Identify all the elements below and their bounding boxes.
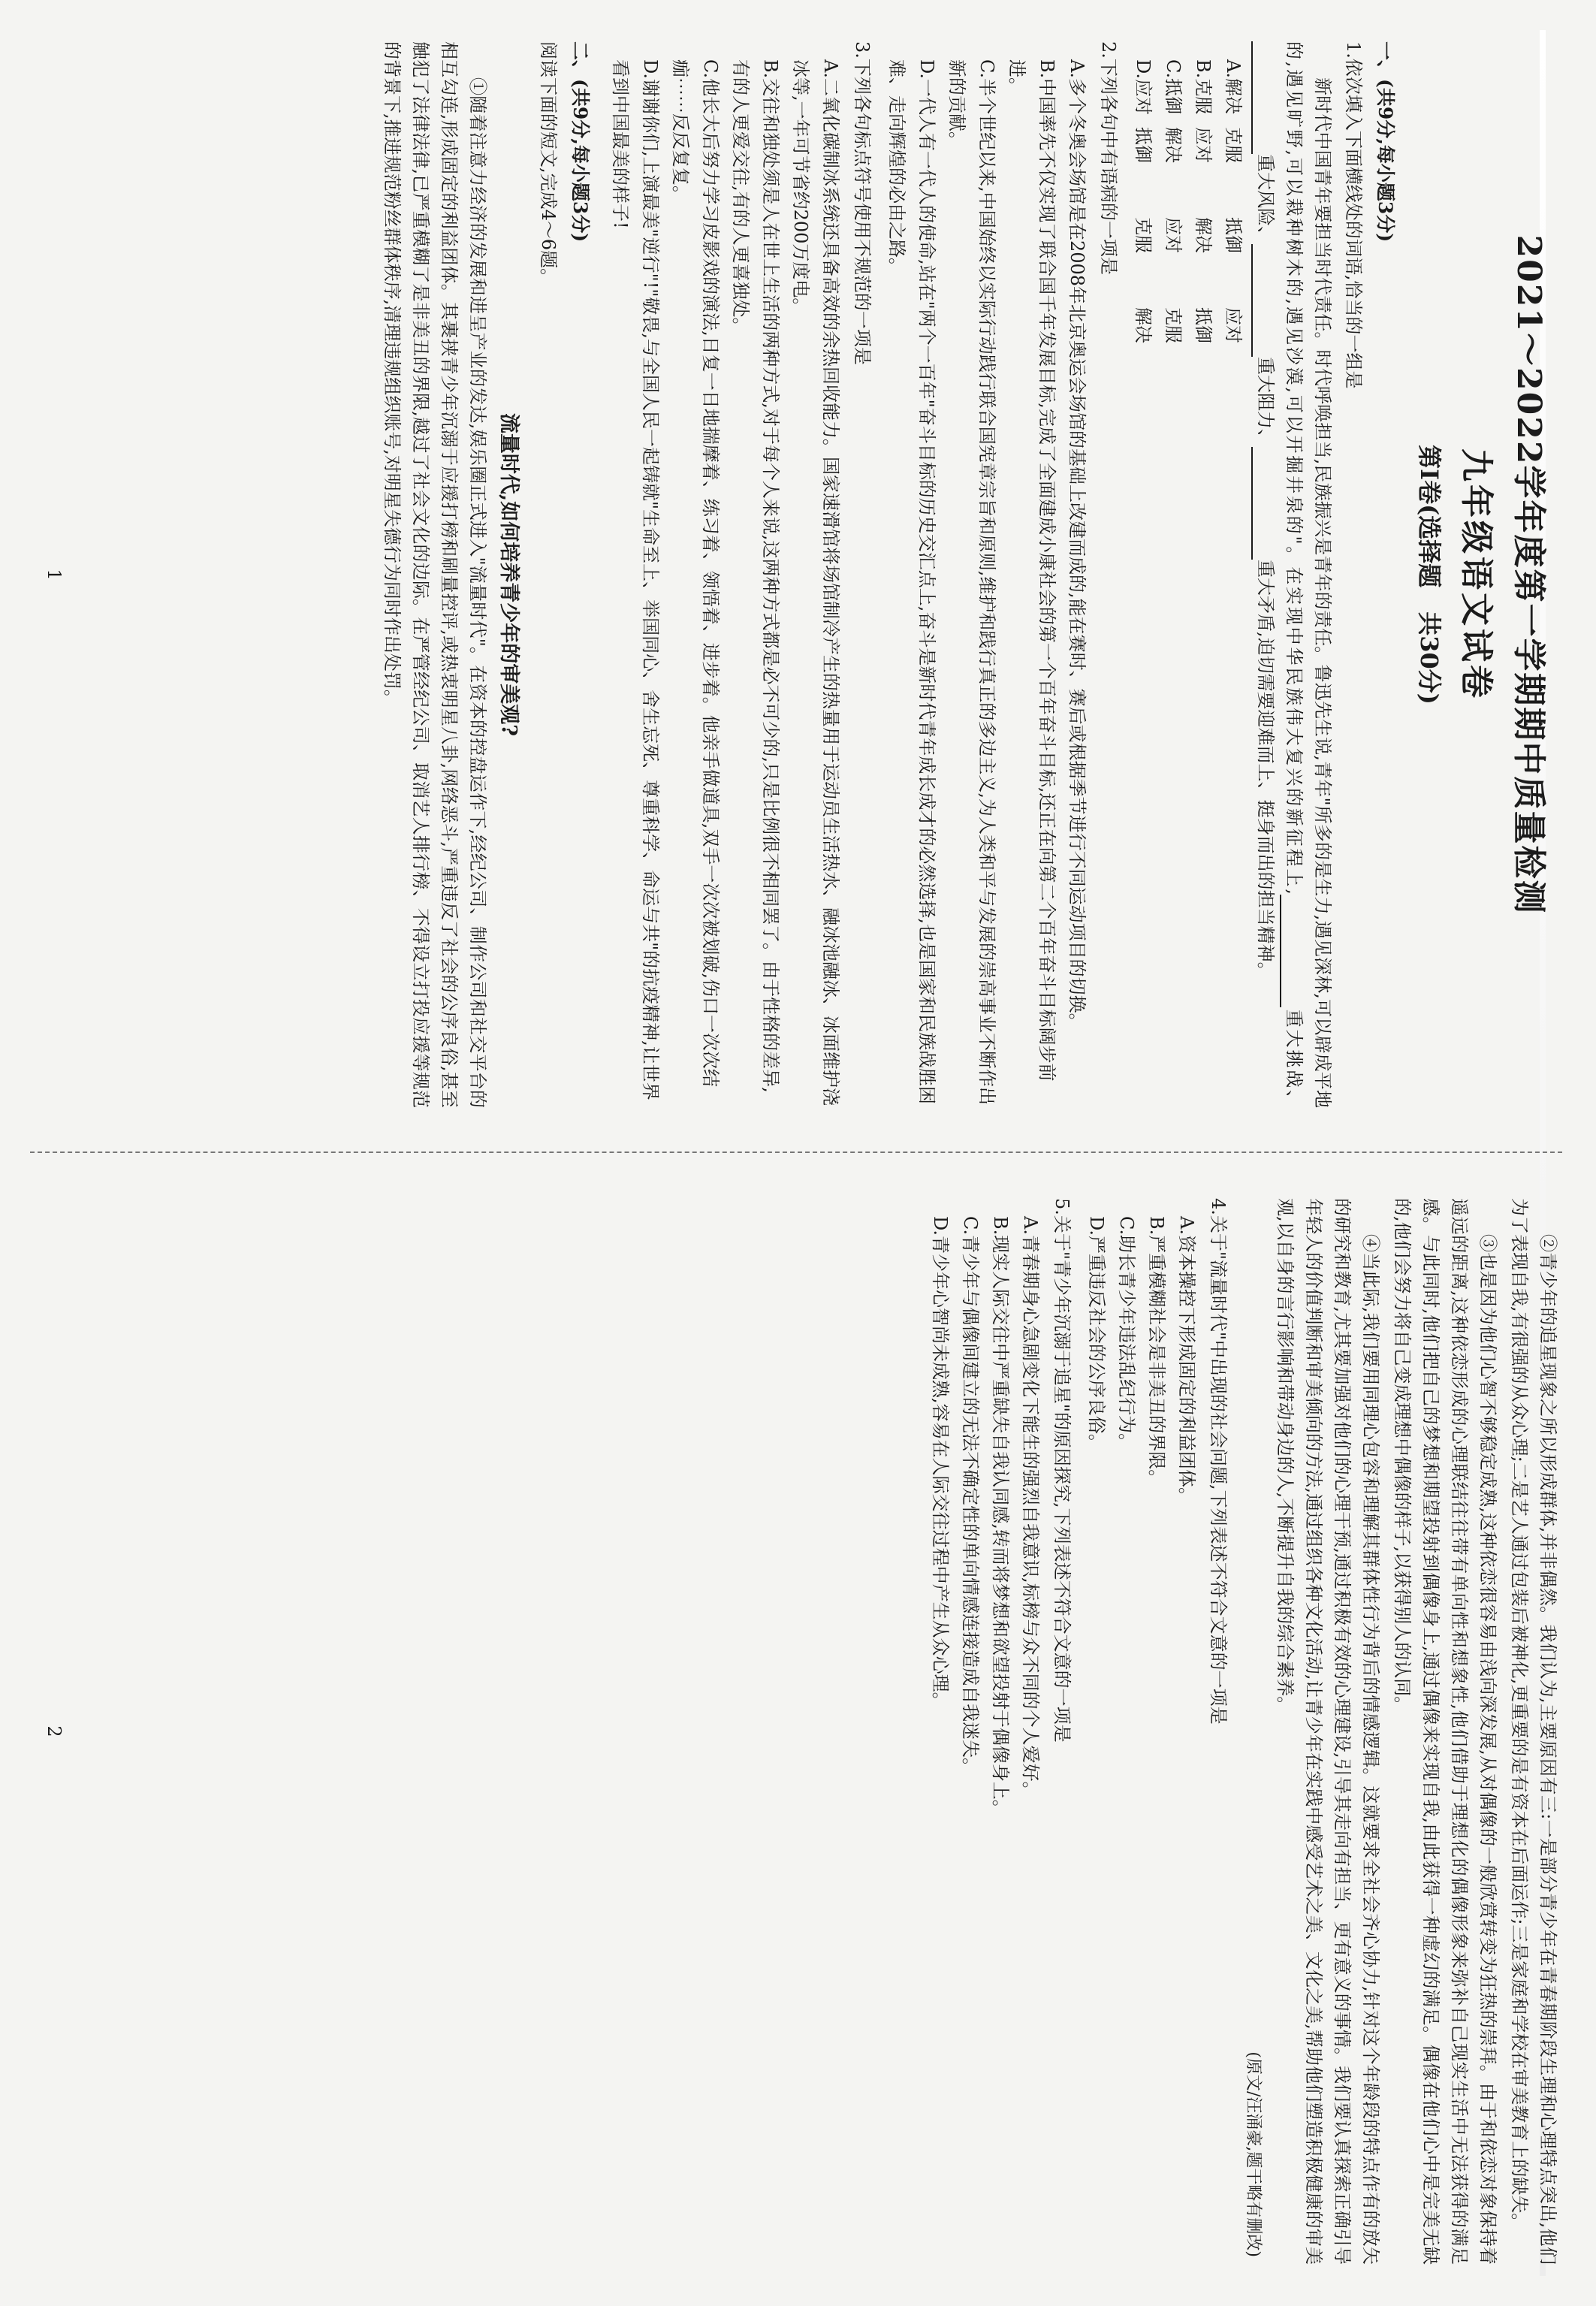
option-c-word-4: 克服 [1163, 307, 1184, 343]
option-c-word-3: 应对 [1163, 217, 1184, 253]
option-c-row [1158, 59, 1188, 1108]
article-title: 流量时代,如何培养青少年的审美观? [497, 412, 520, 737]
question-5-option-a: A.青春期身心急剧变化下能生的强烈自我意识,标榜与众不同的个人爱好。 [1020, 1216, 1041, 1800]
page-one-column [30, 41, 1562, 1108]
question-2-option-c: C.半个世纪以来,中国始终以实际行动践行联合国宪章宗旨和原则,维护和践行真正的多边主义,为人类和平与发展的崇高事业不断作出新的贡献。 [946, 59, 997, 1106]
part-heading: 第Ⅰ卷(选择题 共30分) [1415, 445, 1444, 705]
option-c-label: C.抵御 [1163, 59, 1184, 115]
option-d-label: D.应对 [1133, 59, 1154, 116]
passage-text: 重大风险、 [1255, 154, 1276, 244]
option-b-label: B.克服 [1193, 59, 1214, 115]
option-d-word-2: 抵御 [1133, 127, 1154, 163]
option-a-label: A.解决 [1223, 59, 1244, 114]
question-2-stem: 2.下列各句中有语病的一项是 [1098, 41, 1119, 275]
option-c-word-2: 解决 [1163, 127, 1184, 163]
section-two-heading: 二、(共9分,每小题3分) [569, 41, 591, 243]
column-divider [30, 1151, 1562, 1153]
article-paragraph-1: ①随着注意力经济的发展和进呈产业的发达,娱乐圈正式进入"流量时代"。在资本的控盘运作下,经纪公司、制作公司和社交平台的相互勾连,形成固定的利益团体。其裹挟青少年沉溺于应援打榜和刷量控评,或热衷明星八卦,网络恶斗,严重违反了社会的公序良俗,甚至触犯了法律法律,已严重模糊了是非美丑的界限,越过了社会文化的边际。在严管经纪公司、取消艺人排行榜、不得设立打投应援等规范的背景下,推进规范粉丝群体秩序,清理违规组织账号,对明星失德行为同时作出处罚。 [382, 41, 488, 1108]
blank-line [1251, 447, 1272, 560]
blank-line [1251, 244, 1272, 357]
blank-line [1280, 895, 1301, 1007]
option-a-word-2: 克服 [1223, 127, 1244, 163]
option-a-word-4: 应对 [1223, 307, 1244, 343]
reading-instruction: 阅读下面的短文,完成4～6题。 [538, 41, 559, 287]
article-paragraph-2: ②青少年的追星现象之所以形成群体,并非偶然。我们认为,主要原因有三:一是部分青少年在青春期阶段生理和心理特点突出,他们为了表现自我,有很强的从众心理;二是艺人通过包装后被神化,更重要的是有资本在后面运作;三是家庭和学校在审美教育上的缺失。 [1509, 1198, 1558, 2265]
question-4-stem: 4.关于"流量时代"中出现的社会问题,下列表述不符合文意的一项是 [1208, 1198, 1229, 1725]
option-b-word-4: 抵御 [1193, 307, 1214, 343]
question-5-option-b: B.现实人际交往中严重缺失自我认同感,转而将梦想和欲望投射于偶像身上。 [990, 1216, 1011, 1818]
option-d-word-4: 解决 [1133, 307, 1154, 343]
article-paragraph-3: ③也是因为他们心智不够稳定成熟,这种依恋很容易由浅向深发展,从对偶像的一般欣赏转变为狂热的崇拜。由于和依恋对象保持着遥远的距离,这种依恋形成的心理联结往往带有单向性和想象性,他们借助于理想化的偶像形象来弥补自己现实生活中无法获得的满足感。与此同时,他们把自己的梦想和期望投射到偶像身上,通过偶像来实现自我,由此获得一种虚幻的满足。偶像在他们心中是完美无缺的,他们会努力将自己变成理想中偶像的样子,以获得别人的认同。 [1392, 1198, 1498, 2265]
option-b-word-2: 应对 [1193, 127, 1214, 163]
rotated-exam-sheet [30, 41, 1562, 2265]
passage-text: 重大挑战、 [1284, 1007, 1305, 1108]
question-5-option-d: D.青少年心智尚未成熟,容易在人际交往过程中产生从众心理。 [930, 1216, 951, 1710]
question-4-option-a: A.资本操控下形成固定的利益团体。 [1176, 1216, 1197, 1505]
question-3-option-c: C.他长大后努力学习皮影戏的演法,日复一日地揣摩着、练习着、领悟着、进步着。他亲手做道具,双手一次次被划破,伤口一次次结痂⋯⋯反反复复。 [670, 59, 721, 1088]
exam-subtitle: 九年级语文试卷 [1457, 448, 1495, 701]
article-source: (原文/汪涌豪,题干略有删改) [1244, 2051, 1263, 2257]
page-number-left: 1 [44, 569, 65, 581]
question-4-option-b: B.严重模糊社会是非美丑的界限。 [1146, 1216, 1167, 1488]
question-2-option-b: B.中国率先不仅实现了联合国千年发展目标,完成了全面建成小康社会的第一个百年奋斗目标,还正在向第二个百年奋斗目标阔步前进。 [1006, 59, 1057, 1082]
question-1-passage [1251, 41, 1337, 1108]
passage-text: 新时代中国青年要担当时代责任。时代呼唤担当,民族振兴是青年的责任。鲁迅先生说,青年"所多的是生力,遇见深林,可以辟成平地的,遇见旷野,可以栽种树木的,遇见沙漠,可以开掘井泉的"。在实现中华民族伟大复兴的新征程上, [1284, 41, 1333, 1108]
page-two-column [30, 1198, 1562, 2265]
question-5-stem: 5.关于"青少年沉溺于追星"的原因探究,下列表述不符合文意的一项是 [1051, 1198, 1073, 1743]
question-2-option-d: D.一代人有一代人的使命,站在"两个一百年"奋斗目标的历史交汇点上,奋斗是新时代青年成长成才的必然选择,也是国家和民族战胜困难、走向辉煌的必由之路。 [886, 59, 937, 1104]
question-2-option-a: A.多个冬奥会场馆是在2008年北京奥运会场馆的基础上改建而成的,能在赛时、赛后或根据季节进行不同运动项目的切换。 [1067, 59, 1088, 1031]
question-4-option-d: D.严重违反社会的公序良俗。 [1086, 1216, 1107, 1453]
question-3-option-a: A.二氧化碳制冰系统还具备高效的余热回收能力。国家速滑馆将场馆制冷产生的热量用于运动员生活热水、融冰池融冰、冰面维护浇冰等,一年可节省约200万度电。 [790, 59, 841, 1106]
question-5-option-c: C.青少年与偶像间建立的无法不确定性的单向情感连接造成自我迷失。 [960, 1216, 981, 1776]
passage-text: 重大阻力、 [1255, 357, 1276, 447]
section-one-heading: 一、(共9分,每小题3分) [1374, 41, 1396, 243]
question-4-option-c: C.助长青少年违法乱纪行为。 [1116, 1216, 1137, 1452]
passage-text: 重大矛盾,迫切需要迎难而上、挺身而出的担当精神。 [1255, 560, 1276, 980]
exam-title: 2021～2022学年度第一学期期中质量检测 [1510, 234, 1548, 915]
question-3-option-d: D.谢谢你们,上演最美"逆行"!"敬畏,与全国人民一起铸就"生命至上、举国同心、舍生忘死、尊重科学、命运与共"的抗疫精神,让世界看到中国最美的样子! [610, 59, 661, 1100]
option-a-word-3: 抵御 [1223, 217, 1244, 253]
option-b-word-3: 解决 [1193, 217, 1214, 253]
option-d-row [1128, 59, 1158, 1108]
question-3-option-b: B.交往和独处须是人在世上生活的两种方式,对于每个人来说,这两种方式都是必不可少的,只是比例很不相同罢了。由于性格的差异,有的人更爱交往,有的人更喜独处。 [730, 59, 781, 1093]
article-paragraph-4: ④当此际,我们要用同理心包容和理解其群体性行为背后的情感逻辑。这就要求全社会齐心协力,针对这个年龄段的特点作有的放矢的研究和教育,尤其要加强对他们的心理干预,通过积极有效的心理建设,引导其走向有担当、更有意义的事情。我们要认真探索正确引导年轻人的价值判断和审美倾向的方法,通过组织各种文化活动,让青少年在实践中感受艺术之美、文化之美,帮助他们塑造积极健康的审美观,以自身的言行影响和带动身边的人,不断提升自我的综合素养。 [1275, 1198, 1381, 2265]
option-d-word-3: 克服 [1133, 217, 1154, 253]
question-3-stem: 3.下列各句标点符号使用不规范的一项是 [852, 41, 873, 365]
option-b-row [1188, 59, 1218, 1108]
question-1-stem: 1.依次填入下面横线处的词语,恰当的一组是 [1343, 41, 1364, 389]
option-a-row [1218, 59, 1248, 1108]
blank-line [1251, 41, 1272, 154]
page-number-right: 2 [44, 1725, 65, 1737]
